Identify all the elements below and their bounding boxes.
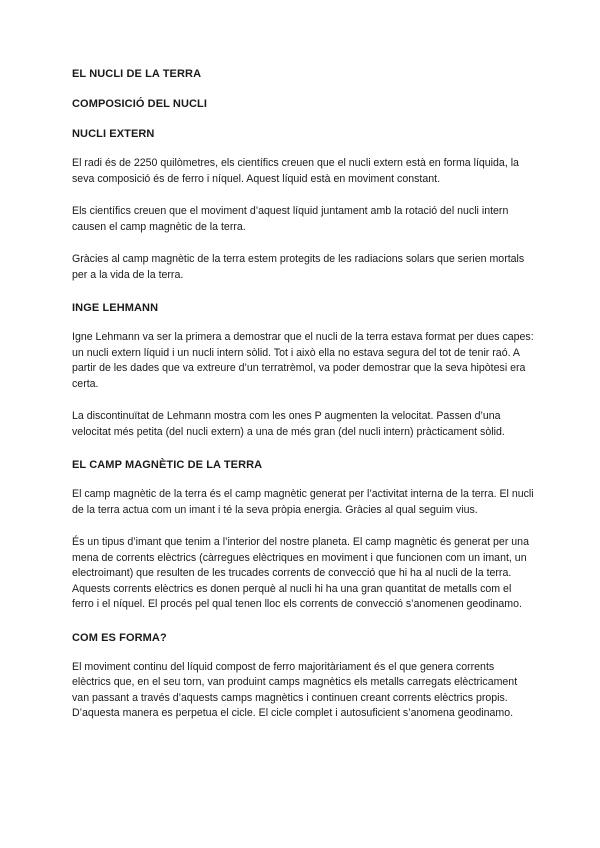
document-body bbox=[72, 66, 534, 739]
section-heading-inge-lehmann: INGE LEHMANN bbox=[72, 302, 159, 314]
section-heading-camp-magnetic: EL CAMP MAGNÈTIC DE LA TERRA bbox=[72, 459, 263, 471]
paragraph: És un tipus d’imant que tenim a l’interior del nostre planeta. El camp magnètic és generat per una mena de corrents elèctrics (càrregues elèctriques en moviment i que funcionen com un imant, un electroimant) que resulten de les trucades corrents de convecció que hi ha al nucli de la terra. Aquests corrents elèctrics es donen perquè al nucli hi ha una gran quantitat de metalls com el ferro i el níquel. El procés pel qual tenen lloc els corrents de convecció s’anomenen geodinamo. bbox=[72, 536, 529, 610]
paragraph: El camp magnètic de la terra és el camp magnètic generat per l’activitat interna de la terra. El nucli de la terra actua com un imant i té la seva pròpia energia. Gràcies al qual seguim vius. bbox=[72, 488, 534, 516]
paragraph: Els científics creuen que el moviment d’aquest líquid juntament amb la rotació del nucli intern causen el camp magnètic de la terra. bbox=[72, 205, 509, 233]
document-title: EL NUCLI DE LA TERRA bbox=[72, 68, 202, 80]
section-heading-com-es-forma: COM ES FORMA? bbox=[72, 631, 167, 644]
paragraph: Gràcies al camp magnètic de la terra estem protegits de les radiacions solars que serien mortals per a la vida de la terra. bbox=[72, 253, 525, 281]
paragraph: El radi és de 2250 quilòmetres, els científics creuen que el nucli extern està en forma líquida, la seva composició és de ferro i níquel. Aquest líquid està en moviment constant. bbox=[72, 157, 519, 185]
paragraph: La discontinuïtat de Lehmann mostra com les ones P augmenten la velocitat. Passen d’una velocitat més petita (del nucli extern) a una de més gran (del nucli intern) pràcticament sòlid. bbox=[72, 410, 505, 438]
paragraph: El moviment continu del líquid compost de ferro majoritàriament és el que genera corrents elèctrics que, en el seu torn, van produint camps magnètics els metalls carregats elèctricament van passant a través d’aquests camps magnètics i continuen creant corrents elèctrics propis. D’aquesta manera es perpetua el cicle. El cicle complet i autosuficient s’anomena geodinamo. bbox=[72, 660, 518, 719]
section-heading-composicio: COMPOSICIÓ DEL NUCLI bbox=[72, 98, 208, 110]
section-heading-nucli-extern: NUCLI EXTERN bbox=[72, 128, 155, 140]
paragraph: Igne Lehmann va ser la primera a demostrar que el nucli de la terra estava format per dues capes: un nucli extern líquid i un nucli intern sòlid. Tot i això ella no estava segura del tot de tenir raó. A partir de les dades que va extreure d’un terratrèmol, va poder demostrar que la seva hipòtesi era certa. bbox=[72, 331, 534, 390]
